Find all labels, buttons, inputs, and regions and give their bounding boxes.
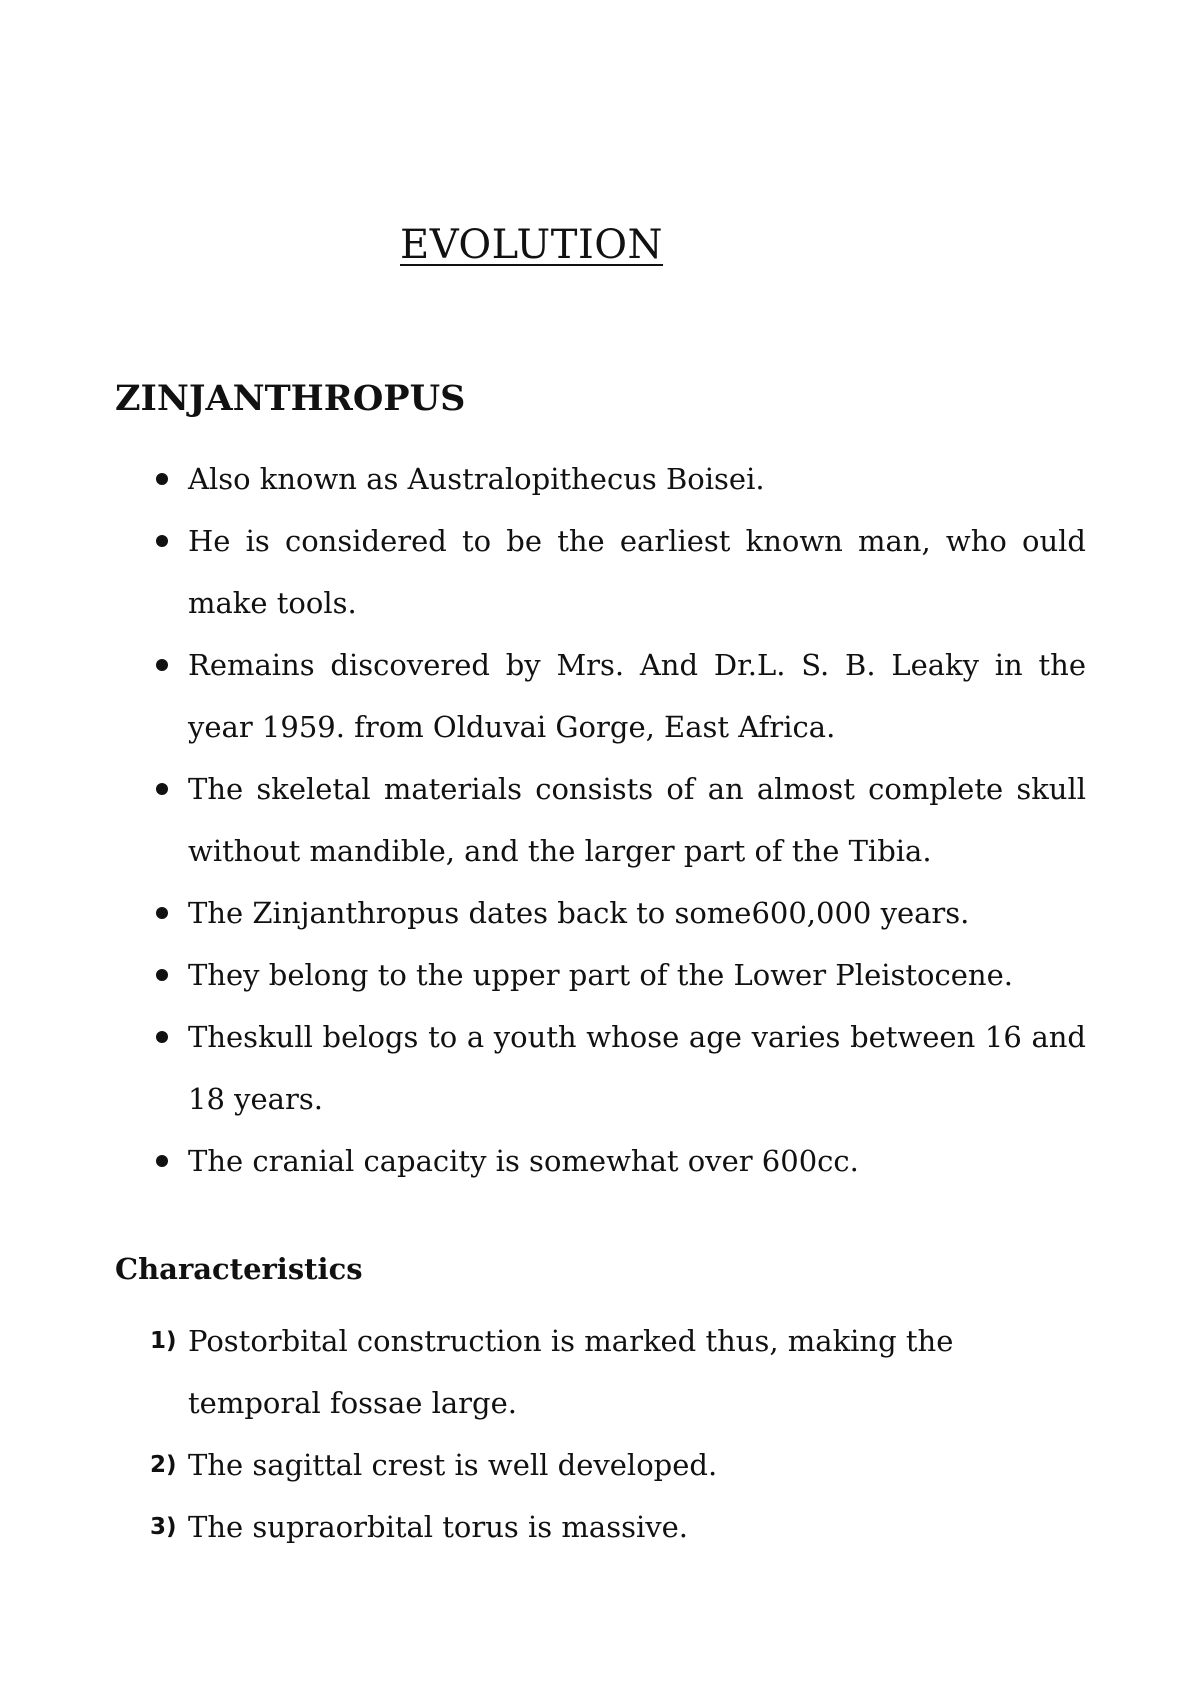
- bullet-dot-icon: [156, 907, 168, 919]
- bullet-item: [0, 448, 1086, 510]
- characteristic-item: [0, 1434, 1086, 1496]
- bullet-dot-icon: [156, 783, 168, 795]
- bullet-text: The Zinjanthropus dates back to some600,000 years.: [188, 896, 970, 930]
- characteristic-item: [0, 1310, 1086, 1434]
- bullet-item: [0, 634, 1086, 758]
- bullet-dot-icon: [156, 1155, 168, 1167]
- bullet-item: [0, 510, 1086, 634]
- bullet-text: The skeletal materials consists of an almost complete skull without mandible, and the larger part of the Tibia.: [188, 772, 1086, 868]
- characteristic-text: The supraorbital torus is massive.: [188, 1510, 688, 1544]
- characteristics-list: [0, 1310, 1200, 1558]
- bullet-dot-icon: [156, 473, 168, 485]
- document-title: EVOLUTION: [400, 222, 664, 268]
- section-heading-zinjanthropus: ZINJANTHROPUS: [115, 378, 466, 419]
- bullet-item: [0, 882, 1086, 944]
- bullet-item: [0, 944, 1086, 1006]
- bullet-text: They belong to the upper part of the Lower Pleistocene.: [188, 958, 1013, 992]
- bullet-item: [0, 1130, 1086, 1192]
- zinjanthropus-bullet-list: [0, 448, 1200, 1192]
- bullet-item: [0, 758, 1086, 882]
- bullet-text: He is considered to be the earliest known man, who ould make tools.: [188, 524, 1086, 620]
- bullet-text: Theskull belogs to a youth whose age varies between 16 and 18 years.: [188, 1020, 1086, 1116]
- bullet-item: [0, 1006, 1086, 1130]
- characteristics-heading: Characteristics: [115, 1252, 363, 1286]
- characteristic-text: The sagittal crest is well developed.: [188, 1448, 718, 1482]
- characteristic-item: [0, 1496, 1086, 1558]
- item-number: 3): [150, 1514, 177, 1540]
- bullet-dot-icon: [156, 1031, 168, 1043]
- characteristic-text: Postorbital construction is marked thus, making the temporal fossae large.: [188, 1324, 954, 1420]
- bullet-dot-icon: [156, 969, 168, 981]
- bullet-text: Also known as Australopithecus Boisei.: [188, 462, 765, 496]
- bullet-dot-icon: [156, 535, 168, 547]
- item-number: 2): [150, 1452, 177, 1478]
- bullet-text: Remains discovered by Mrs. And Dr.L. S. B. Leaky in the year 1959. from Olduvai Gorge, East Africa.: [188, 648, 1086, 744]
- item-number: 1): [150, 1328, 177, 1354]
- bullet-text: The cranial capacity is somewhat over 600cc.: [188, 1144, 859, 1178]
- bullet-dot-icon: [156, 659, 168, 671]
